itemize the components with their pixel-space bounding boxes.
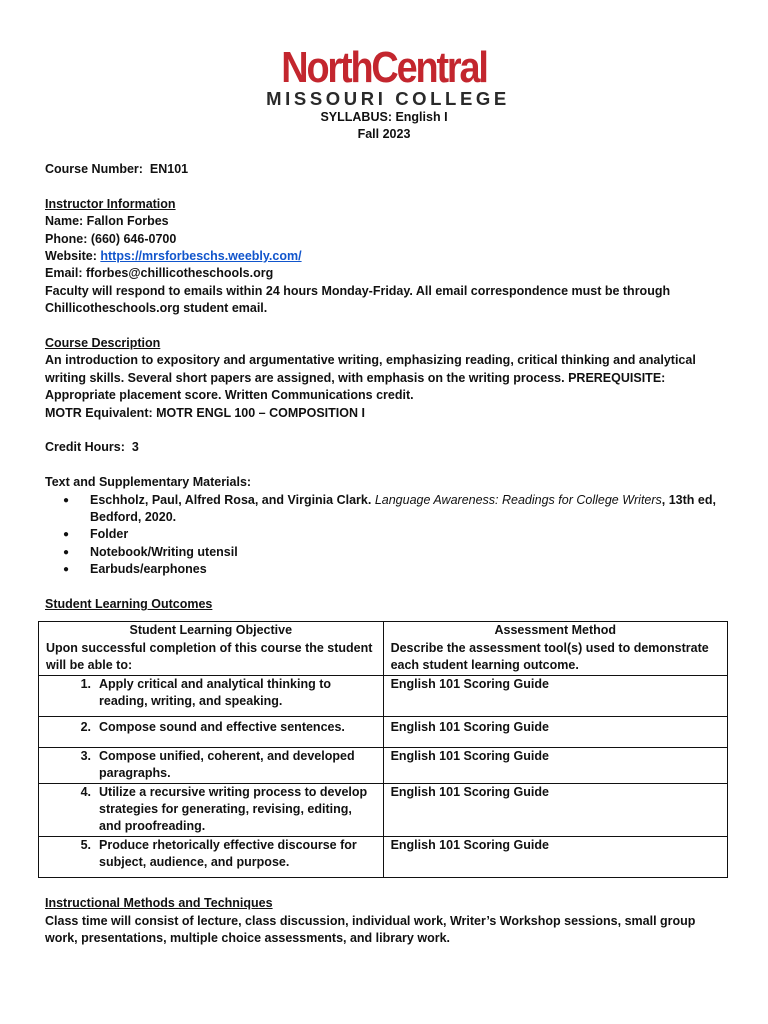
table-row [39, 747, 728, 783]
objective-text: Compose unified, coherent, and developed paragraphs. [99, 748, 355, 781]
objective-number: 1. [80, 676, 91, 691]
slo-heading: Student Learning Outcomes [45, 597, 213, 612]
table-row [39, 675, 728, 716]
book-authors: Eschholz, Paul, Alfred Rosa, and Virginia Clark. [90, 492, 372, 507]
objective-number: 3. [80, 748, 91, 763]
objective-text: Produce rhetorically effective discourse for subject, audience, and purpose. [99, 837, 357, 870]
assessment-cell: English 101 Scoring Guide [383, 783, 727, 836]
website-link[interactable]: https://mrsforbeschs.weebly.com/ [100, 249, 302, 264]
course-description-heading: Course Description [45, 336, 161, 351]
table-row [39, 836, 728, 877]
objective-number: 4. [80, 784, 91, 799]
list-item: ● Earbuds/earphones [90, 561, 725, 578]
objective-text: Compose sound and effective sentences. [99, 719, 345, 734]
credit-hours-value: 3 [131, 440, 139, 455]
materials-heading: Text and Supplementary Materials: [45, 475, 252, 490]
website-label: Website: [45, 249, 97, 264]
objective-column-title: Student Learning Objective [129, 623, 293, 638]
syllabus-title: SYLLABUS: English I [320, 110, 448, 124]
instructor-heading: Instructor Information [45, 196, 176, 211]
credit-hours-label: Credit Hours: [45, 440, 125, 455]
methods-text: Class time will consist of lecture, class discussion, individual work, Writer’s Workshop sessions, small group work, presentations, multiple choice assessments, and library work. [45, 913, 696, 945]
slo-assessment-header [383, 622, 727, 675]
motr-equivalent: MOTR Equivalent: MOTR ENGL 100 – COMPOSITION I [45, 405, 365, 420]
assessment-cell: English 101 Scoring Guide [383, 747, 727, 783]
instructor-name: Name: Fallon Forbes [45, 214, 169, 229]
list-item: ● Notebook/Writing utensil [90, 544, 725, 561]
syllabus-term: Fall 2023 [357, 127, 411, 141]
assessment-column-title: Assessment Method [494, 623, 617, 638]
assessment-cell: English 101 Scoring Guide [383, 836, 727, 877]
course-number-label: Course Number: [45, 162, 143, 176]
course-number-value: EN101 [149, 162, 189, 176]
slo-table-header [39, 622, 728, 675]
assessment-column-subtitle: Describe the assessment tool(s) used to demonstrate each student learning outcome. [390, 640, 709, 673]
assessment-cell: English 101 Scoring Guide [383, 675, 727, 716]
objective-number: 2. [80, 719, 91, 734]
objective-column-subtitle: Upon successful completion of this course the student will be able to: [46, 640, 373, 673]
course-number-line [45, 161, 725, 178]
objective-number: 5. [80, 837, 91, 852]
objective-text: Apply critical and analytical thinking to reading, writing, and speaking. [99, 676, 331, 709]
instructor-phone: Phone: (660) 646-0700 [45, 231, 177, 246]
list-item: ● Folder [90, 526, 725, 543]
methods-heading: Instructional Methods and Techniques [45, 896, 273, 911]
slo-table [38, 621, 728, 877]
objective-text: Utilize a recursive writing process to develop strategies for generating, revising, editing, and proofreading. [99, 784, 368, 834]
book-edition: , 13th ed, Bedford, 2020. [90, 492, 716, 525]
email-response-note: Faculty will respond to emails within 24 hours Monday-Friday. All email correspondence must be through Chillicotheschools.org student email. [45, 283, 671, 316]
college-logo-subtitle: MISSOURI COLLEGE [266, 88, 510, 109]
instructor-website-line [45, 248, 725, 265]
college-logo-wordmark: NorthCentral [281, 43, 487, 92]
book-title: Language Awareness: Readings for College Writers [374, 492, 662, 507]
list-item [90, 492, 725, 527]
materials-list [45, 492, 725, 579]
instructor-email: Email: fforbes@chillicotheschools.org [45, 266, 274, 281]
assessment-cell: English 101 Scoring Guide [383, 716, 727, 747]
credit-hours-line [45, 439, 725, 456]
syllabus-content [45, 161, 725, 947]
table-row [39, 783, 728, 836]
slo-objective-header [39, 622, 384, 675]
course-description-text: An introduction to expository and argumentative writing, emphasizing reading, critical thinking and analytical writing skills. Several short papers are assigned, with emphasis on the writing process. PREREQUISITE: Appropriate placement score. Written Communications credit. [45, 353, 696, 403]
table-row [39, 716, 728, 747]
